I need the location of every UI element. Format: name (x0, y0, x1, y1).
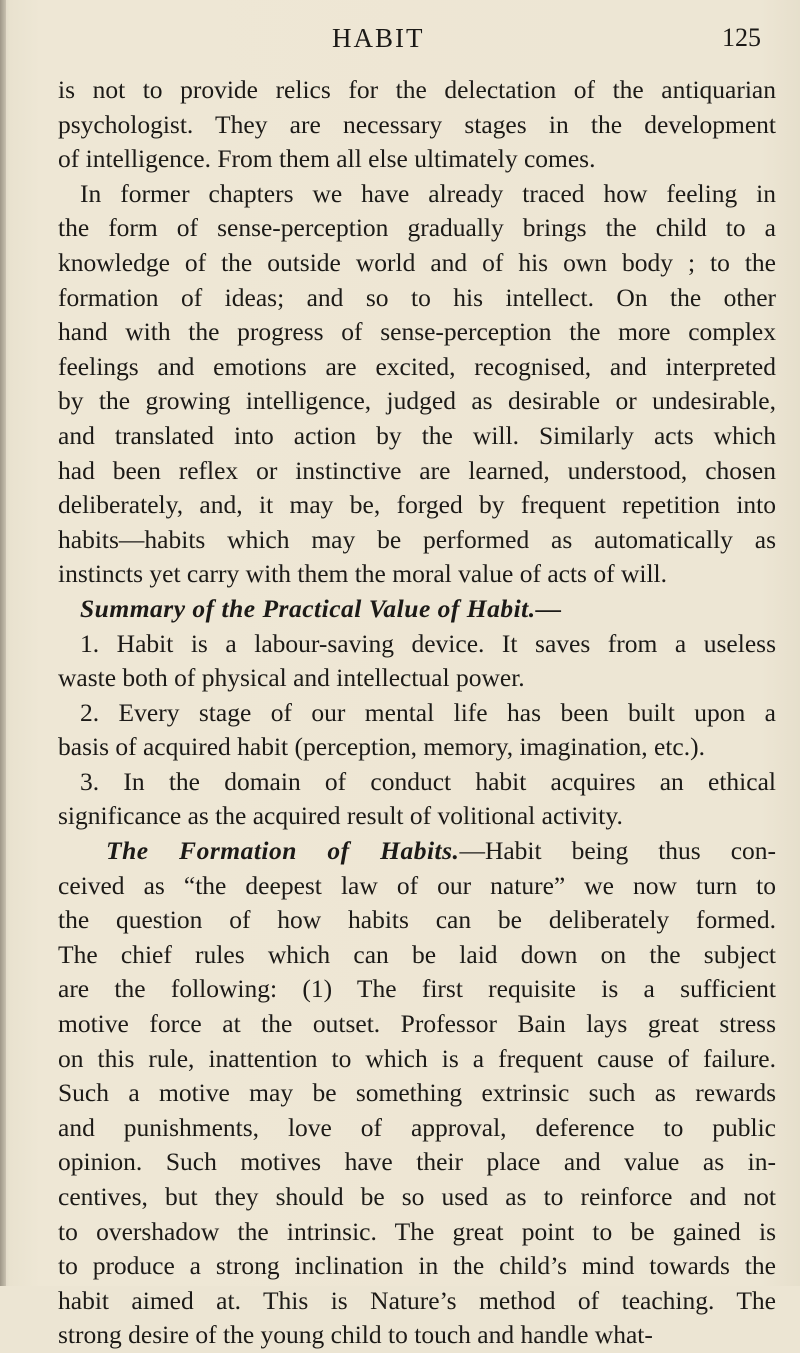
running-header (0, 20, 800, 56)
text-line (58, 108, 776, 143)
line-text: 2. Every stage of our mental life has been built upon a (80, 697, 776, 727)
line-text: motive force at the outset. Professor Bain lays great stress (58, 1009, 776, 1039)
page-number: 125 (722, 23, 761, 52)
line-text: had been reflex or instinctive are learned, understood, chosen (58, 455, 776, 485)
line-text: is not to provide relics for the delectation of the antiquarian (58, 75, 776, 104)
line-text: ceived as “the deepest law of our nature” we now turn to (58, 870, 776, 900)
line-text: centives, but they should be so used as to reinforce and not (58, 1182, 776, 1211)
line-text: habits—habits which may be performed as automatically as (58, 524, 776, 554)
line-text: instincts yet carry with them the moral value of acts of will. (58, 559, 667, 589)
text-line (58, 281, 776, 316)
line-text: waste both of physical and intellectual power. (58, 663, 525, 693)
text-line (58, 1111, 776, 1146)
line-text: by the growing intelligence, judged as desirable or undesirable, (58, 386, 776, 416)
line-text: formation of ideas; and so to his intellect. On the other (58, 282, 776, 312)
line-text: on this rule, inattention to which is a frequent cause of failure. (58, 1043, 776, 1073)
text-line (58, 177, 776, 212)
text-line (58, 73, 776, 108)
line-text: basis of acquired habit (perception, memory, imagination, etc.). (58, 732, 705, 762)
page-gutter-edge (0, 0, 6, 1286)
line-text: significance as the acquired result of volitional activity. (58, 801, 623, 831)
line-text: strong desire of the young child to touch and handle what- (58, 1320, 653, 1350)
text-line (58, 627, 776, 662)
text-line (58, 350, 776, 385)
text-line (58, 730, 776, 765)
text-line (58, 1007, 776, 1042)
text-line (58, 1145, 776, 1180)
text-line (58, 523, 776, 558)
line-text: to produce a strong inclination in the child’s mind towards the (58, 1251, 776, 1281)
text-line (58, 1215, 776, 1250)
text-line (58, 1180, 776, 1215)
text-line (58, 1042, 776, 1077)
line-text: the question of how habits can be deliberately formed. (58, 905, 776, 935)
line-text: the form of sense-perception gradually brings the child to a (58, 213, 776, 243)
line-text: —Habit being thus con- (459, 836, 776, 866)
line-text: The chief rules which can be laid down on the subject (58, 939, 776, 969)
text-line (58, 1249, 776, 1284)
text-line (58, 1284, 776, 1319)
line-text: and translated into action by the will. Similarly acts which (58, 420, 776, 450)
section-heading: Summary of the Practical Value of Habit.— (80, 593, 562, 623)
text-line (58, 661, 776, 696)
text-line (58, 869, 776, 904)
line-text: Such a motive may be something extrinsic such as rewards (58, 1078, 776, 1108)
text-line (58, 938, 776, 973)
text-line (58, 211, 776, 246)
line-text: and punishments, love of approval, deference to public (58, 1112, 776, 1142)
text-line (58, 454, 776, 489)
line-text: hand with the progress of sense-perception the more complex (58, 317, 776, 347)
line-text: deliberately, and, it may be, forged by frequent repetition into (58, 490, 776, 520)
body-text (58, 73, 776, 1353)
line-text: In former chapters we have already traced how feeling in (80, 178, 776, 208)
line-text: to overshadow the intrinsic. The great point to be gained is (58, 1216, 776, 1246)
line-text: habit aimed at. This is Nature’s method of teaching. The (58, 1285, 776, 1315)
text-line (58, 1076, 776, 1111)
line-text: 1. Habit is a labour-saving device. It saves from a useless (80, 628, 776, 658)
text-line (58, 765, 776, 800)
text-line (58, 592, 776, 627)
line-text: feelings and emotions are excited, recognised, and interpreted (58, 351, 776, 381)
running-title: HABIT (332, 23, 425, 53)
text-line (58, 142, 776, 177)
text-line (58, 834, 776, 869)
text-line (58, 419, 776, 454)
line-text: opinion. Such motives have their place and value as in- (58, 1147, 776, 1177)
text-line (58, 799, 776, 834)
line-text: psychologist. They are necessary stages in the development (58, 109, 776, 139)
text-line (58, 696, 776, 731)
line-text: knowledge of the outside world and of his own body ; to the (58, 247, 776, 277)
text-line (58, 384, 776, 419)
text-line (58, 488, 776, 523)
line-text: of intelligence. From them all else ultimately comes. (58, 144, 596, 174)
text-line (58, 315, 776, 350)
text-line (58, 246, 776, 281)
text-line (58, 903, 776, 938)
line-text: 3. In the domain of conduct habit acquires an ethical (80, 766, 776, 796)
section-heading: The Formation of Habits. (106, 836, 460, 866)
text-line (58, 1318, 776, 1353)
line-text: are the following: (1) The first requisite is a sufficient (58, 974, 776, 1004)
text-line (58, 557, 776, 592)
text-line (58, 972, 776, 1007)
